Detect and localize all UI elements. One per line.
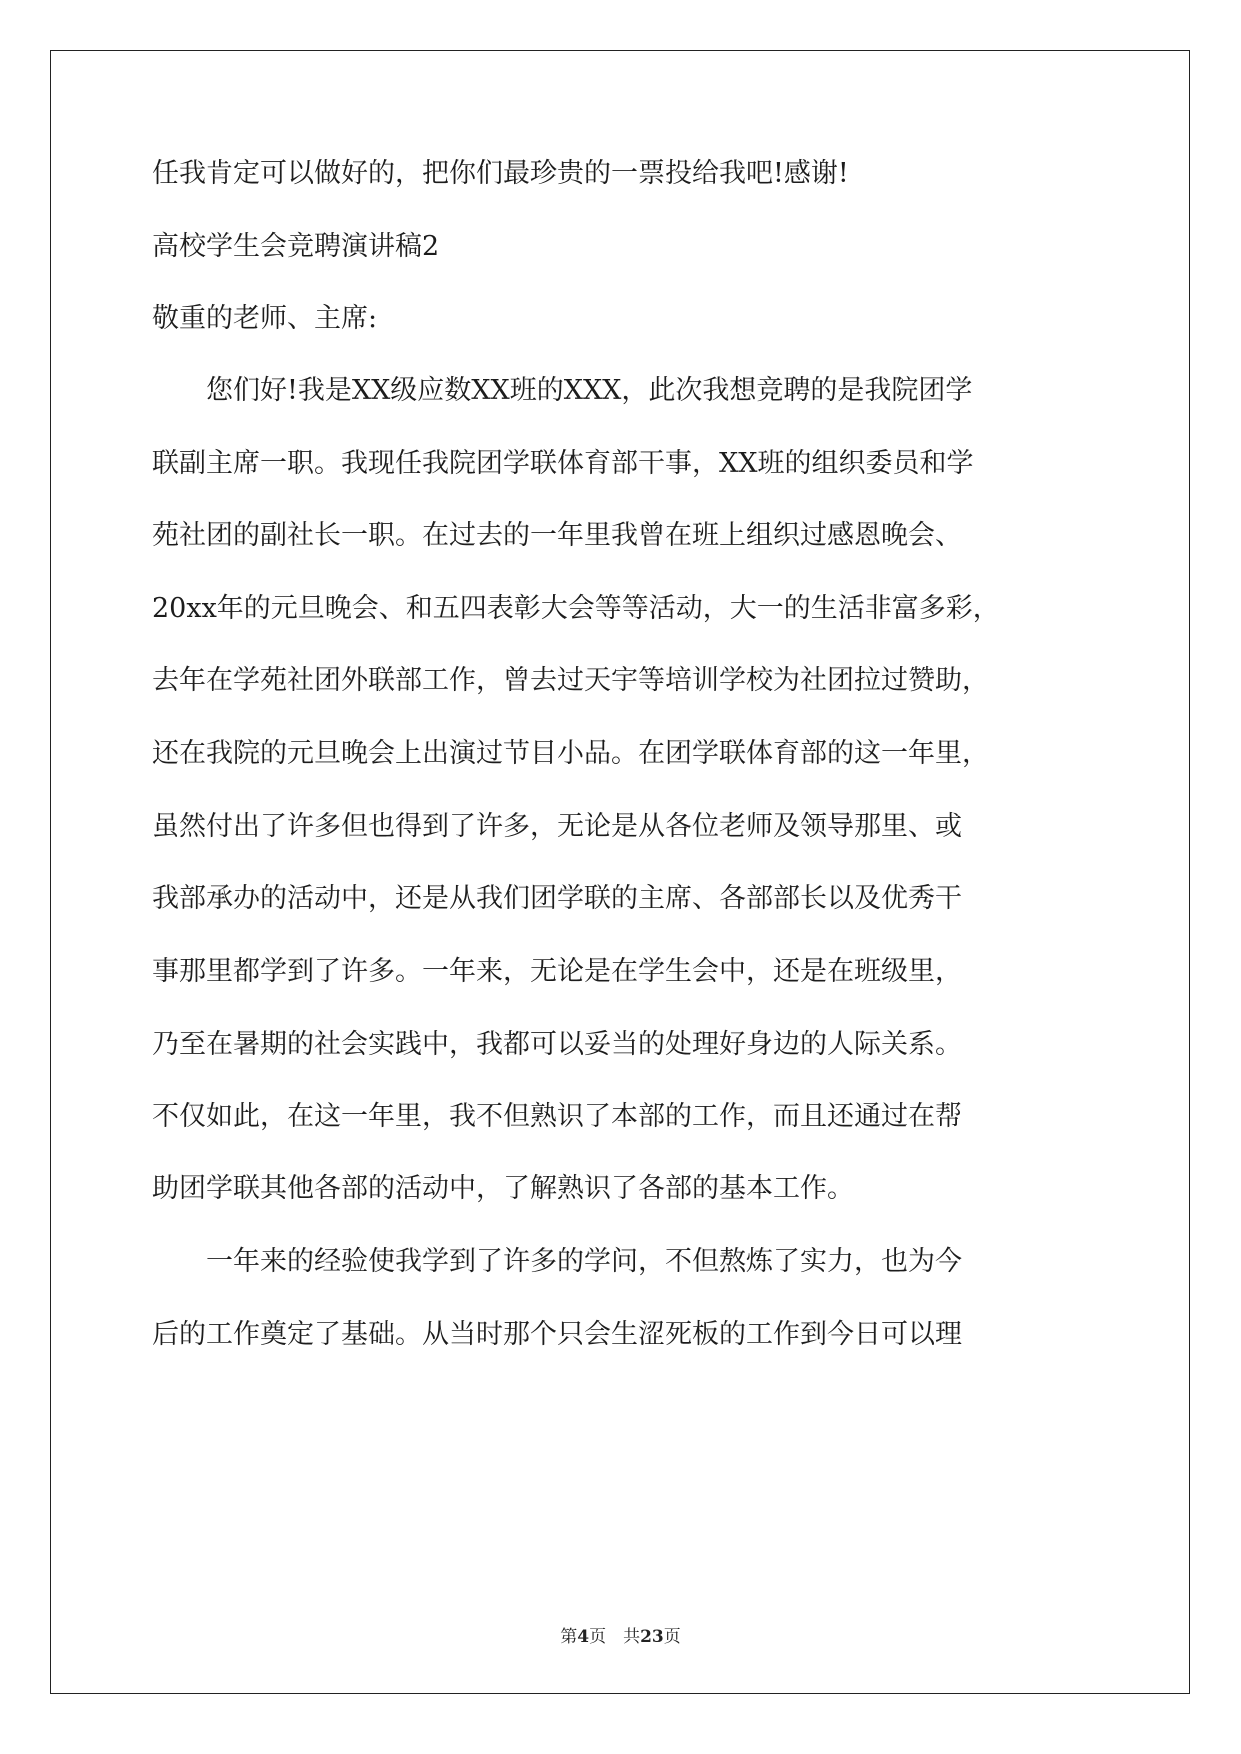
text-line: 20xx年的元旦晚会、和五四表彰大会等等活动，大一的生活非富多彩， <box>152 593 1000 624</box>
footer-mid: 页 共 <box>589 1627 641 1647</box>
text-line: 事那里都学到了许多。一年来，无论是在学生会中，还是在班级里， <box>152 956 962 987</box>
total-page-count: 23 <box>640 1627 664 1647</box>
page-border <box>50 50 1190 1694</box>
text-line: 还在我院的元旦晚会上出演过节目小品。在团学联体育部的这一年里， <box>152 738 989 769</box>
text-line: 苑社团的副社长一职。在过去的一年里我曾在班上组织过感恩晚会、 <box>152 520 962 551</box>
text-line: 您们好!我是XX级应数XX班的XXX，此次我想竞聘的是我院团学 <box>152 375 973 406</box>
text-line: 一年来的经验使我学到了许多的学问，不但熬炼了实力，也为今 <box>152 1246 962 1277</box>
footer-suffix: 页 <box>663 1627 681 1647</box>
text-line: 我部承办的活动中，还是从我们团学联的主席、各部部长以及优秀干 <box>152 883 962 914</box>
page-footer <box>0 1622 1241 1647</box>
text-line: 虽然付出了许多但也得到了许多，无论是从各位老师及领导那里、或 <box>152 811 962 842</box>
text-line: 联副主席一职。我现任我院团学联体育部干事，XX班的组织委员和学 <box>152 448 974 479</box>
text-line: 任我肯定可以做好的，把你们最珍贵的一票投给我吧!感谢! <box>152 158 849 189</box>
salutation: 敬重的老师、主席: <box>152 303 378 334</box>
text-line: 乃至在暑期的社会实践中，我都可以妥当的处理好身边的人际关系。 <box>152 1029 962 1060</box>
section-title: 高校学生会竞聘演讲稿2 <box>152 231 440 262</box>
text-line: 不仅如此，在这一年里，我不但熟识了本部的工作，而且还通过在帮 <box>152 1101 962 1132</box>
current-page-number: 4 <box>577 1627 590 1647</box>
footer-prefix: 第 <box>560 1627 578 1647</box>
text-line: 后的工作奠定了基础。从当时那个只会生涩死板的工作到今日可以理 <box>152 1319 962 1350</box>
text-line: 去年在学苑社团外联部工作，曾去过天宇等培训学校为社团拉过赞助， <box>152 665 989 696</box>
text-line: 助团学联其他各部的活动中，了解熟识了各部的基本工作。 <box>152 1173 854 1204</box>
